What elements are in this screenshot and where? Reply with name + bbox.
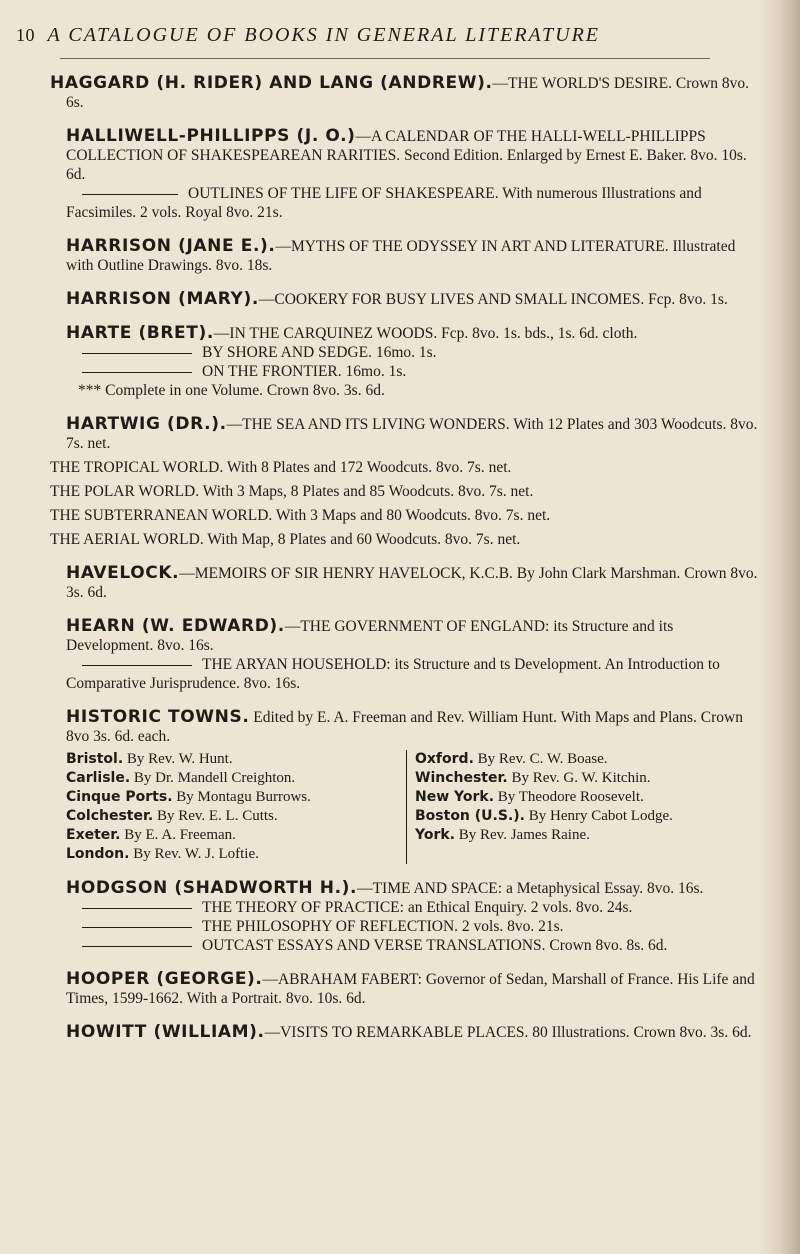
entry-text: —ABRAHAM FABERT: Governor of Sedan, Marshall of France. His Life and Times, 1599-1662. With a Portrait. 8vo. 10s. 6d. xyxy=(66,971,755,1007)
entry-author: HARRISON (JANE E.). xyxy=(66,236,276,256)
sub-entry: ON THE FRONTIER. 16mo. 1s. xyxy=(202,363,407,380)
running-head xyxy=(16,24,776,47)
ditto-dash xyxy=(82,353,192,354)
running-title: A CATALOGUE OF BOOKS IN GENERAL LITERATURE xyxy=(47,24,601,46)
entry-text: —VISITS TO REMARKABLE PLACES. 80 Illustrations. Crown 8vo. 3s. 6d. xyxy=(264,1024,752,1041)
town-item: Boston (U.S.). By Henry Cabot Lodge. xyxy=(415,808,673,824)
ditto-dash xyxy=(82,927,192,928)
catalogue-entry xyxy=(50,970,762,1008)
entry-text: —THE WORLD'S DESIRE. Crown 8vo. 6s. xyxy=(66,75,750,111)
town-item: Bristol. By Rev. W. Hunt. xyxy=(66,751,233,767)
page-number: 10 xyxy=(16,25,35,45)
entry-author: HARRISON (MARY). xyxy=(66,289,259,309)
ditto-dash xyxy=(82,372,192,373)
catalogue-entry xyxy=(50,708,762,864)
catalogue-entry xyxy=(50,237,762,275)
entry-author: HISTORIC TOWNS. xyxy=(66,707,250,727)
header-rule xyxy=(60,58,710,59)
entry-text: —THE GOVERNMENT OF ENGLAND: its Structure and its Development. 8vo. 16s. xyxy=(66,618,674,654)
sub-entry: OUTCAST ESSAYS AND VERSE TRANSLATIONS. Crown 8vo. 8s. 6d. xyxy=(202,937,668,954)
entry-text: —TIME AND SPACE: a Metaphysical Essay. 8vo. 16s. xyxy=(357,880,704,897)
towns-list xyxy=(66,750,762,864)
town-item: New York. By Theodore Roosevelt. xyxy=(415,789,644,805)
town-item: Exeter. By E. A. Freeman. xyxy=(66,827,236,843)
town-item: York. By Rev. James Raine. xyxy=(415,827,590,843)
ditto-dash xyxy=(82,194,178,195)
plain-sub-entry: THE SUBTERRANEAN WORLD. With 3 Maps and 80 Woodcuts. 8vo. 7s. net. xyxy=(50,507,551,524)
plain-sub-entry: THE POLAR WORLD. With 3 Maps, 8 Plates and 85 Woodcuts. 8vo. 7s. net. xyxy=(50,483,534,500)
entry-author: HAGGARD (H. RIDER) AND LANG (ANDREW). xyxy=(50,73,493,93)
entry-author: HOWITT (WILLIAM). xyxy=(66,1022,265,1042)
entry-text: —MYTHS OF THE ODYSSEY IN ART AND LITERATURE. Illustrated with Outline Drawings. 8vo. 18s. xyxy=(66,238,736,274)
catalogue-entry xyxy=(50,564,762,602)
catalogue-entries xyxy=(50,74,762,1057)
entry-note: *** Complete in one Volume. Crown 8vo. 3s. 6d. xyxy=(78,382,385,399)
town-item: London. By Rev. W. J. Loftie. xyxy=(66,846,259,862)
plain-sub-entry: THE TROPICAL WORLD. With 8 Plates and 172 Woodcuts. 8vo. 7s. net. xyxy=(50,459,512,476)
catalogue-entry xyxy=(50,127,762,222)
entry-text: —MEMOIRS OF SIR HENRY HAVELOCK, K.C.B. By John Clark Marshman. Crown 8vo. 3s. 6d. xyxy=(66,565,758,601)
entry-author: HODGSON (SHADWORTH H.). xyxy=(66,878,358,898)
town-item: Carlisle. By Dr. Mandell Creighton. xyxy=(66,770,296,786)
town-item: Winchester. By Rev. G. W. Kitchin. xyxy=(415,770,651,786)
entry-author: HARTWIG (DR.). xyxy=(66,414,227,434)
town-item: Colchester. By Rev. E. L. Cutts. xyxy=(66,808,278,824)
catalogue-entry xyxy=(50,324,762,400)
ditto-dash xyxy=(82,908,192,909)
entry-author: HEARN (W. EDWARD). xyxy=(66,616,285,636)
sub-entry: OUTLINES OF THE LIFE OF SHAKESPEARE. With numerous Illustrations and Facsimiles. 2 vols. Royal 8vo. 21s. xyxy=(66,185,702,221)
catalogue-entry xyxy=(50,1023,762,1042)
entry-author: HAVELOCK. xyxy=(66,563,180,583)
town-item: Oxford. By Rev. C. W. Boase. xyxy=(415,751,608,767)
catalogue-entry xyxy=(50,617,762,693)
sub-entry: THE THEORY OF PRACTICE: an Ethical Enquiry. 2 vols. 8vo. 24s. xyxy=(202,899,633,916)
page-edge-shadow xyxy=(758,0,800,1254)
ditto-dash xyxy=(82,946,192,947)
catalogue-entry xyxy=(50,879,762,955)
catalogue-entry xyxy=(50,415,762,549)
sub-entry: BY SHORE AND SEDGE. 16mo. 1s. xyxy=(202,344,437,361)
entry-text: Edited by E. A. Freeman and Rev. William Hunt. With Maps and Plans. Crown 8vo 3s. 6d. each. xyxy=(66,709,743,745)
entry-author: HOOPER (GEORGE). xyxy=(66,969,263,989)
ditto-dash xyxy=(82,665,192,666)
plain-sub-entry: THE AERIAL WORLD. With Map, 8 Plates and 60 Woodcuts. 8vo. 7s. net. xyxy=(50,531,521,548)
catalogue-entry xyxy=(50,290,762,309)
entry-text: —IN THE CARQUINEZ WOODS. Fcp. 8vo. 1s. bds., 1s. 6d. cloth. xyxy=(213,325,638,342)
entry-text: —THE SEA AND ITS LIVING WONDERS. With 12 Plates and 303 Woodcuts. 8vo. 7s. net. xyxy=(66,416,758,452)
sub-entry: THE PHILOSOPHY OF REFLECTION. 2 vols. 8vo. 21s. xyxy=(202,918,564,935)
entry-text: —COOKERY FOR BUSY LIVES AND SMALL INCOMES. Fcp. 8vo. 1s. xyxy=(258,291,728,308)
entry-author: HALLIWELL-PHILLIPPS (J. O.) xyxy=(66,126,356,146)
towns-column-right xyxy=(406,750,755,864)
towns-column-left xyxy=(66,750,406,864)
town-item: Cinque Ports. By Montagu Burrows. xyxy=(66,789,311,805)
catalogue-entry xyxy=(50,74,762,112)
entry-text: —A CALENDAR OF THE HALLI-WELL-PHILLIPPS COLLECTION OF SHAKESPEAREAN RARITIES. Second Edition. Enlarged by Ernest E. Baker. 8vo. 10s. 6d. xyxy=(66,128,747,183)
entry-author: HARTE (BRET). xyxy=(66,323,214,343)
sub-entry: THE ARYAN HOUSEHOLD: its Structure and ts Development. An Introduction to Comparative Jurisprudence. 8vo. 16s. xyxy=(66,656,720,692)
